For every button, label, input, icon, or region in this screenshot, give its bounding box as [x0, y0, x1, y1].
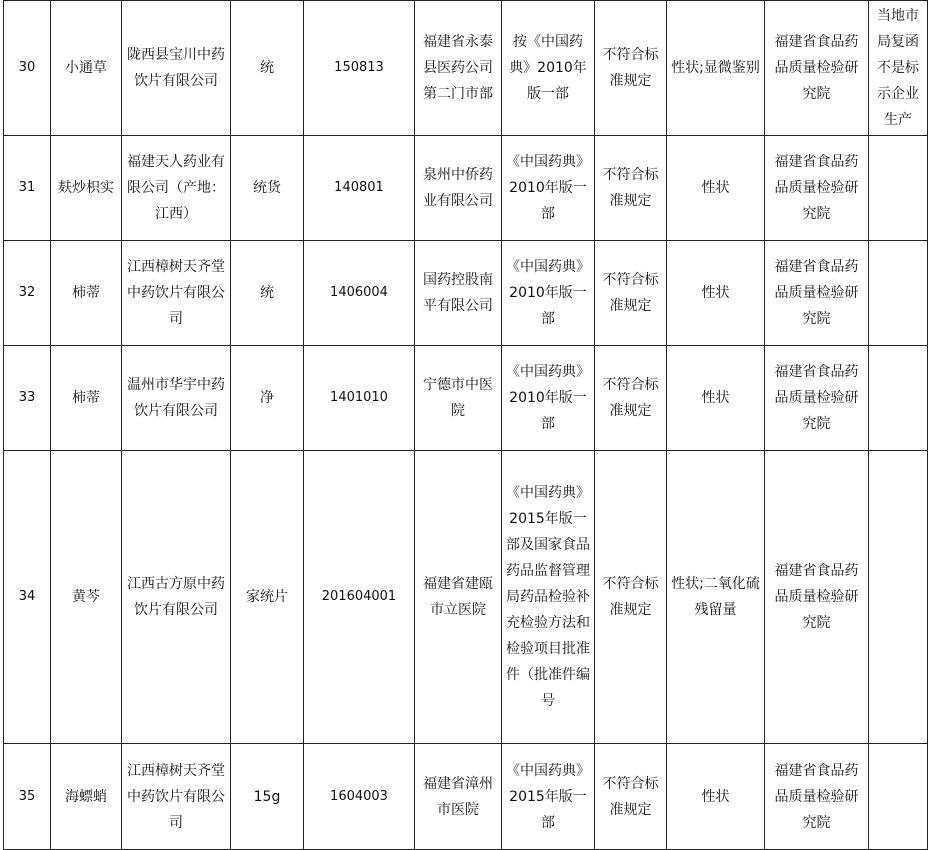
cell-standard: 《中国药典》2010年版一部	[502, 136, 595, 241]
cell-remark	[869, 241, 928, 346]
table-row	[4, 744, 928, 850]
cell-remark	[869, 346, 928, 451]
cell-conclusion: 不符合标准规定	[595, 241, 667, 346]
cell-no: 35	[4, 744, 51, 850]
cell-name: 小通草	[51, 1, 122, 136]
cell-inspector: 福建省食品药品质量检验研究院	[765, 744, 869, 850]
cell-batch: 1401010	[304, 346, 415, 451]
cell-name: 黄芩	[51, 451, 122, 744]
cell-name: 海螵蛸	[51, 744, 122, 850]
cell-inspector: 福建省食品药品质量检验研究院	[765, 136, 869, 241]
cell-sampled-unit: 福建省永泰县医药公司第二门市部	[415, 1, 502, 136]
cell-batch: 140801	[304, 136, 415, 241]
cell-inspector: 福建省食品药品质量检验研究院	[765, 1, 869, 136]
cell-name: 柿蒂	[51, 241, 122, 346]
cell-standard: 《中国药典》2010年版一部	[502, 241, 595, 346]
cell-spec: 统	[231, 241, 304, 346]
table-row	[4, 136, 928, 241]
cell-inspector: 福建省食品药品质量检验研究院	[765, 451, 869, 744]
cell-items: 性状;二氧化硫残留量	[667, 451, 765, 744]
cell-manufacturer: 温州市华宇中药饮片有限公司	[122, 346, 231, 451]
cell-manufacturer: 陇西县宝川中药饮片有限公司	[122, 1, 231, 136]
cell-spec: 15g	[231, 744, 304, 850]
cell-items: 性状	[667, 346, 765, 451]
cell-manufacturer: 江西古方原中药饮片有限公司	[122, 451, 231, 744]
cell-no: 32	[4, 241, 51, 346]
cell-sampled-unit: 福建省建瓯市立医院	[415, 451, 502, 744]
cell-items: 性状	[667, 744, 765, 850]
cell-standard: 《中国药典》2015年版一部及国家食品药品监督管理局药品检验补充检验方法和检验项目批准件（批准件编号	[502, 451, 595, 744]
cell-spec: 统	[231, 1, 304, 136]
cell-remark	[869, 451, 928, 744]
cell-batch: 201604001	[304, 451, 415, 744]
cell-conclusion: 不符合标准规定	[595, 744, 667, 850]
cell-name: 柿蒂	[51, 346, 122, 451]
cell-items: 性状	[667, 136, 765, 241]
cell-manufacturer: 福建天人药业有限公司（产地：江西）	[122, 136, 231, 241]
table-row	[4, 1, 928, 136]
cell-batch: 1604003	[304, 744, 415, 850]
table-row	[4, 346, 928, 451]
cell-inspector: 福建省食品药品质量检验研究院	[765, 346, 869, 451]
cell-manufacturer: 江西樟树天齐堂中药饮片有限公司	[122, 744, 231, 850]
cell-standard: 《中国药典》2010年版一部	[502, 346, 595, 451]
cell-batch: 150813	[304, 1, 415, 136]
cell-conclusion: 不符合标准规定	[595, 346, 667, 451]
cell-sampled-unit: 国药控股南平有限公司	[415, 241, 502, 346]
cell-sampled-unit: 泉州中侨药业有限公司	[415, 136, 502, 241]
inspection-results-table	[3, 0, 928, 850]
cell-spec: 统货	[231, 136, 304, 241]
cell-standard: 《中国药典》2015年版一部	[502, 744, 595, 850]
cell-batch: 1406004	[304, 241, 415, 346]
cell-remark	[869, 744, 928, 850]
cell-conclusion: 不符合标准规定	[595, 1, 667, 136]
cell-items: 性状;显微鉴别	[667, 1, 765, 136]
cell-no: 30	[4, 1, 51, 136]
cell-spec: 净	[231, 346, 304, 451]
cell-remark	[869, 136, 928, 241]
cell-no: 31	[4, 136, 51, 241]
cell-no: 34	[4, 451, 51, 744]
cell-inspector: 福建省食品药品质量检验研究院	[765, 241, 869, 346]
table-row	[4, 451, 928, 744]
cell-standard: 按《中国药典》2010年版一部	[502, 1, 595, 136]
cell-spec: 家统片	[231, 451, 304, 744]
cell-name: 麸炒枳实	[51, 136, 122, 241]
table-row	[4, 241, 928, 346]
cell-no: 33	[4, 346, 51, 451]
cell-remark: 当地市局复函不是标示企业生产	[869, 1, 928, 136]
cell-conclusion: 不符合标准规定	[595, 136, 667, 241]
cell-sampled-unit: 宁德市中医院	[415, 346, 502, 451]
cell-sampled-unit: 福建省漳州市医院	[415, 744, 502, 850]
cell-conclusion: 不符合标准规定	[595, 451, 667, 744]
cell-manufacturer: 江西樟树天齐堂中药饮片有限公司	[122, 241, 231, 346]
cell-items: 性状	[667, 241, 765, 346]
